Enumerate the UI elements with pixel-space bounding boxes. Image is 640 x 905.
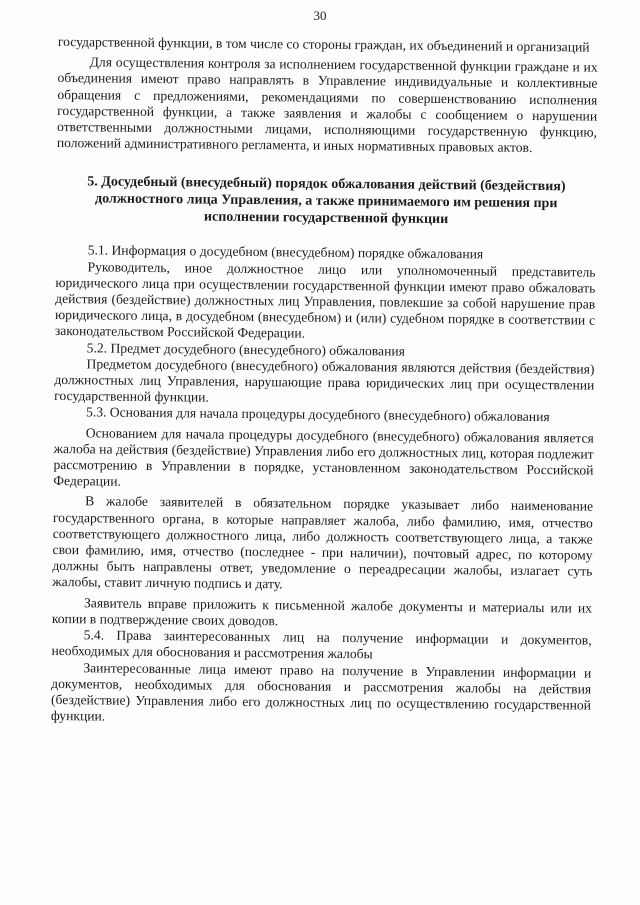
page-number: 30 (313, 8, 327, 23)
section-5-3-text-2: В жалобе заявителей в обязательном порядке указывает либо наименование государственного органа, в которые направляет жалоба, либо фамилию, имя, отчество соответствующего должностного лица, либо должность соответствующего лица, а также свои фамилию, имя, отчество (последнее - при наличии), почтовый адрес, по которому должны быть направлены ответ, уведомление о переадресации жалобы, излагает суть жалобы, ставит личную подпись и дату. (52, 493, 594, 592)
document-body (51, 34, 598, 730)
section-5-heading: 5. Досудебный (внесудебный) порядок обжалования действий (бездействия) должностного лица Управления, а также принимаемого им решения при исполнении государственной функции (87, 174, 566, 228)
section-5-4-title: 5.4. Права заинтересованных лиц на получение информации и документов, необходимых для обоснования и рассмотрения жалобы (51, 627, 592, 662)
section-5-3-title: 5.3. Основания для начала процедуры досудебного (внесудебного) обжалования (85, 404, 550, 425)
section-5-2-title: 5.2. Предмет досудебного (внесудебного) обжалования (86, 339, 406, 359)
section-5-2-text: Предметом досудебного (внесудебного) обжалования являются действия (бездействия) должностных лиц Управления, нарушающие права юридических лиц при осуществлении государственной функции. (54, 356, 595, 405)
paragraph-control: Для осуществления контроля за исполнением государственной функции граждане и их объединения имеют право направлять в Управление индивидуальные и коллективные обращения с предложениями, рекомендациями по совершенствованию исполнения государственной функции, а также заявления и жалобы с сообщением о нарушении ответственными должностными лицами, исполняющими государственную функцию, положений административного регламента, и иных нормативных правовых актов. (56, 54, 598, 156)
section-5-3-text-1: Основанием для начала процедуры досудебного (внесудебного) обжалования является жалоба на действия (бездействие) Управления либо его должностных лиц, которая подлежит рассмотрению в Управлении в порядке, установленном законодательством Российской Федерации. (53, 424, 594, 489)
section-5-4-text: Заинтересованные лица имеют право на получение в Управлении информации и документов, необходимых для обоснования и рассмотрения жалобы на действия (бездействие) Управления либо его должностных лиц по осуществлению государственной функции. (50, 659, 592, 724)
paragraph-continuation: государственной функции, в том числе со стороны граждан, их объединений и организаций (57, 34, 590, 55)
section-5-1-text: Руководитель, иное должностное лицо или уполномоченный представитель юридического лица при осуществлении государственной функции имеют право обжаловать действия (бездействие) должностных лиц Управления, повлекшие за собой нарушение прав юридического лица, в досудебном (внесудебном) и (или) судебном порядке в соответствии с законодательством Российской Федерации. (54, 258, 596, 342)
section-5-1-title: 5.1. Информация о досудебном (внесудебном) порядке обжалования (87, 242, 484, 262)
section-5-3-text-3: Заявитель вправе приложить к письменной жалобе документы и материалы или их копии в подтверждение своих доводов. (51, 594, 593, 629)
